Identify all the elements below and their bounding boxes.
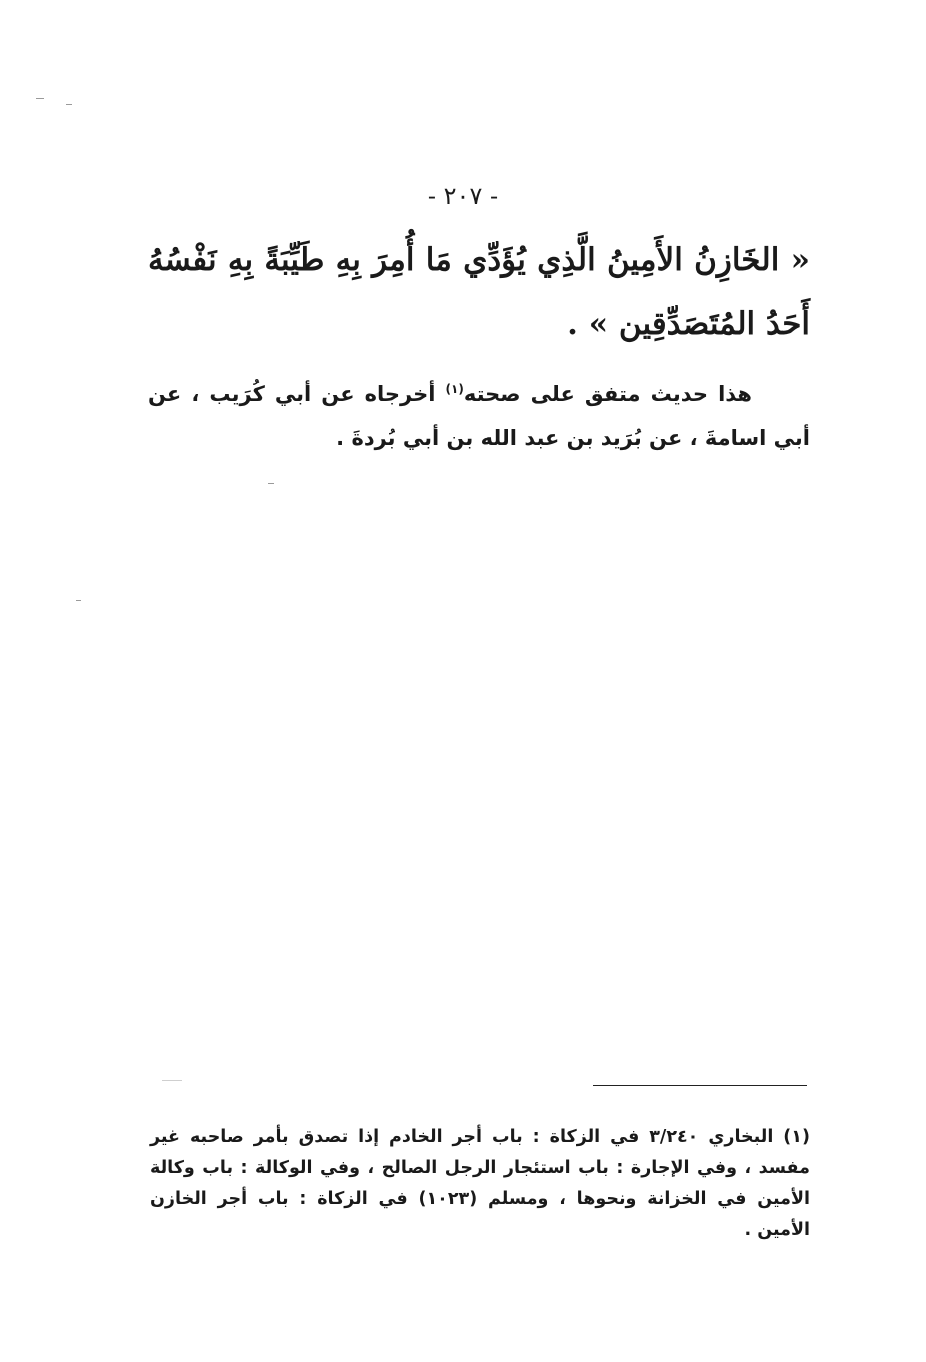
- commentary-text-start: هذا حديث متفق على صحته: [463, 382, 752, 406]
- commentary: [148, 372, 810, 460]
- commentary-paragraph: [148, 372, 810, 460]
- scan-speck: [66, 104, 72, 105]
- scan-speck: [162, 1080, 182, 1081]
- hadith-text: « الخَازِنُ الأَمِينُ الَّذِي يُؤَدِّي مَا أُمِرَ بِهِ طَيِّبَةً بِهِ نَفْسُهُ أَحَدُ المُتَصَدِّقِين » .: [148, 242, 810, 342]
- footnote-separator: [593, 1085, 807, 1086]
- footnotes: [150, 1122, 810, 1246]
- footnote-1: (١) البخاري ٣/٢٤٠ في الزكاة : باب أجر الخادم إذا تصدق بأمر صاحبه غير مفسد ، وفي الإجارة : باب استئجار الرجل الصالح ، وفي الوكالة : باب وكالة الأمين في الخزانة ونحوها ، ومسلم (١٠٢٣) في الزكاة : باب أجر الخازن الأمين .: [150, 1127, 810, 1240]
- scan-speck: [268, 483, 274, 484]
- scan-speck: [76, 600, 81, 601]
- footnote-reference-mark: (١): [445, 382, 464, 396]
- commentary-text-end: أخرجاه عن أبي كُرَيب ، عن أبي اسامةَ ، عن بُرَيد بن عبد الله بن أبي بُردةَ .: [148, 382, 810, 450]
- page-number: - ٢٠٧ -: [427, 182, 499, 210]
- scan-speck: [36, 98, 44, 99]
